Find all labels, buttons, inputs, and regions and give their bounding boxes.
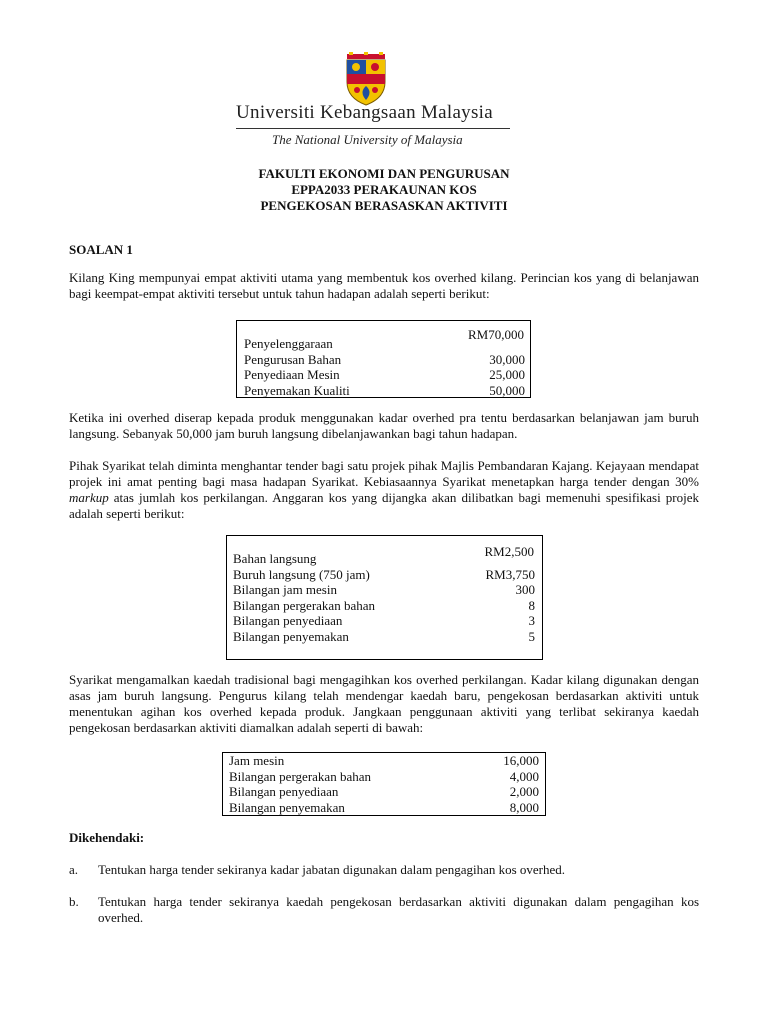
table1-value: RM70,000 bbox=[468, 327, 524, 342]
table1-label: Penyelenggaraan bbox=[244, 336, 333, 351]
table-row: Bilangan penyediaan 2,000 bbox=[229, 784, 539, 799]
project-cost-table bbox=[226, 535, 543, 660]
requirement-text: Tentukan harga tender sekiranya kadar jabatan digunakan dalam pengagihan kos overhed. bbox=[98, 862, 566, 877]
university-name: Universiti Kebangsaan Malaysia bbox=[236, 102, 493, 123]
activity-cost-table bbox=[236, 320, 531, 398]
paragraph-1: Kilang King mempunyai empat aktiviti utama yang membentuk kos overhed kilang. Perincian kos yang di belanjawan bagi keempat-empat aktiviti tersebut untuk tahun hadapan adalah seperti berikut: bbox=[69, 270, 699, 301]
paragraph-4: Syarikat mengamalkan kaedah tradisional bagi mengagihkan kos overhed perkilangan. Kadar kilang digunakan dengan asas jam buruh langsung. Pengurus kilang telah mendengar kaedah baru, pengekosan berdasarkan aktiviti untuk menentukan agihan kos overhed kepada produk. Jangkaan penggunaan aktiviti yang terlibat sekiranya kaedah pengekosan berdasarkan aktiviti diamalkan adalah seperti di bawah: bbox=[69, 672, 699, 735]
markup-term: markup bbox=[69, 490, 109, 505]
table-row: Penyediaan Mesin 25,000 bbox=[244, 367, 525, 382]
university-subtitle: The National University of Malaysia bbox=[272, 132, 463, 147]
paragraph-3: Pihak Syarikat telah diminta menghantar tender bagi satu projek pihak Majlis Pembandaran Kajang. Kejayaan mendapat projek ini amat penting bagi masa hadapan Syarikat. Kebiasaannya Syarikat menetapkan harga tender dengan 30% markup atas jumlah kos perkilangan. Anggaran kos yang dijangka akan dilibatkan bagi memenuhi spesifikasi projek adalah seperti berikut: bbox=[69, 458, 699, 521]
document-titles bbox=[0, 166, 768, 214]
required-heading: Dikehendaki: bbox=[69, 830, 145, 845]
table-row: Buruh langsung (750 jam) RM3,750 bbox=[233, 566, 535, 582]
course-title: EPPA2033 PERAKAUNAN KOS bbox=[291, 182, 477, 197]
activity-usage-table bbox=[222, 752, 546, 816]
table-row: Bilangan pergerakan bahan 4,000 bbox=[229, 768, 539, 784]
question-heading: SOALAN 1 bbox=[69, 242, 133, 257]
header-divider bbox=[236, 128, 510, 129]
table-row: Bilangan penyediaan 3 bbox=[233, 613, 535, 628]
table-row: Bilangan penyemakan 8,000 bbox=[229, 799, 539, 815]
faculty-title: FAKULTI EKONOMI DAN PENGURUSAN bbox=[258, 166, 510, 181]
table-row: Bilangan penyemakan 5 bbox=[233, 628, 535, 644]
table-row: Bilangan jam mesin 300 bbox=[233, 582, 535, 597]
table2-label: Bahan langsung bbox=[233, 551, 317, 566]
requirement-label: a. bbox=[69, 862, 79, 877]
paragraph-2: Ketika ini overhed diserap kepada produk menggunakan kadar overhed pra tentu berdasarkan belanjawan jam buruh langsung. Sebanyak 50,000 jam buruh langsung dibelanjawankan bagi tahun hadapan. bbox=[69, 410, 699, 441]
requirement-item bbox=[69, 862, 699, 878]
table-row: Penyemakan Kualiti 50,000 bbox=[244, 382, 525, 398]
topic-title: PENGEKOSAN BERASASKAN AKTIVITI bbox=[260, 198, 508, 213]
table-row: Jam mesin 16,000 bbox=[229, 753, 539, 768]
table-row: Pengurusan Bahan 30,000 bbox=[244, 351, 525, 367]
university-crest-icon bbox=[343, 52, 389, 106]
requirement-item bbox=[69, 894, 699, 926]
table-row: Bilangan pergerakan bahan 8 bbox=[233, 597, 535, 613]
requirement-label: b. bbox=[69, 894, 79, 909]
table2-value: RM2,500 bbox=[484, 544, 534, 559]
requirement-text: Tentukan harga tender sekiranya kaedah pengekosan berdasarkan aktiviti digunakan dalam pengagihan kos overhed. bbox=[98, 894, 699, 925]
